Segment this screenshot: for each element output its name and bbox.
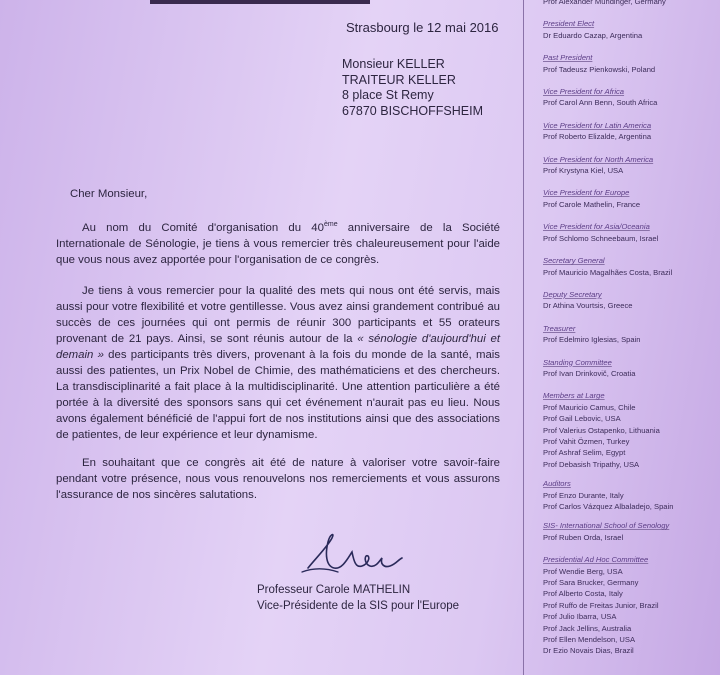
paragraph-1-start: Au nom du Comité d'organisation du 40 [82,222,324,234]
committee-member: Prof Debasish Tripathy, USA [543,459,640,469]
committee-member: Prof Enzo Durante, Italy [543,490,624,500]
recipient-line: Monsieur KELLER [342,57,445,71]
recipient-address [342,57,483,119]
committee-member: Prof Julio Ibarra, USA [543,612,617,622]
committee-member: Prof Ivan Drinkovič, Croatia [543,368,636,378]
signer-name: Professeur Carole MATHELIN [257,584,411,596]
committee-member: Dr Eduardo Cazap, Argentina [543,30,643,40]
committee-member: Prof Roberto Elizalde, Argentina [543,132,652,142]
recipient-line: 67870 BISCHOFFSHEIM [342,103,484,118]
paragraph-3: En souhaitant que ce congrès ait été de nature à valoriser votre savoir-faire pendant votre présence, nous vous renouvelons nos remerciements et vous assurons l'assurance de nos sincères salutations. [56,457,500,501]
conference-theme: « sénologie d'aujourd'hui et demain » [56,333,500,361]
committee-group [543,255,718,278]
committee-group [543,357,718,380]
committee-role: Vice President for Asia/Oceania [543,222,650,232]
committee-member: Prof Jack Jellins, Australia [543,623,632,633]
committee-role: Deputy Secretary [543,289,602,299]
committee-group [543,52,718,75]
committee-member: Prof Krystyna Kiel, USA [543,166,624,176]
committee-member: Prof Vahit Özmen, Turkey [543,436,630,446]
committee-role: Members at Large [543,391,605,401]
committee-member: Prof Carol Ann Benn, South Africa [543,98,658,108]
committee-member: Prof Ashraf Selim, Egypt [543,448,626,458]
committee-role: SIS- International School of Senology [543,521,670,531]
committee-group [543,120,718,143]
signer-role: Vice-Présidente de la SIS pour l'Europe [257,600,460,612]
committee-member: Prof Ruben Orda, Israel [543,532,624,542]
committee-role: Vice President for Latin America [543,120,652,130]
committee-member: Prof Carole Mathelin, France [543,199,641,209]
paragraph-1 [56,220,500,268]
committee-member: Prof Alexander Mundinger, Germany [543,0,666,6]
committee-member: Prof Ellen Mendelson, USA [543,635,636,645]
recipient-line: 8 place St Remy [342,88,434,102]
committee-member: Dr Athina Vourtsis, Greece [543,301,633,311]
committee-member: Prof Mauricio Camus, Chile [543,402,636,412]
ordinal-suffix: ème [323,221,338,229]
committee-member: Prof Sara Brucker, Germany [543,578,639,588]
committee-group [543,520,718,543]
committee-role: Secretary General [543,256,605,266]
committee-role: Standing Committee [543,357,612,367]
committee-group [543,0,718,7]
salutation: Cher Monsieur, [70,188,148,200]
committee-group [543,221,718,244]
committee-member: Prof Gail Lebovic, USA [543,414,621,424]
committee-role: Auditors [543,479,571,489]
committee-group [543,289,718,312]
committee-member: Prof Edelmiro Iglesias, Spain [543,335,641,345]
committee-role: Presidential Ad Hoc Committee [543,555,649,565]
committee-group [543,478,718,512]
committee-role: Vice President for North America [543,154,654,164]
committee-member: Prof Schlomo Schneebaum, Israel [543,233,659,243]
committee-group [543,18,718,41]
handwritten-signature [298,528,408,580]
committee-group [543,154,718,177]
sidebar-divider [523,0,524,675]
committee-member: Prof Ruffo de Freitas Junior, Brazil [543,600,659,610]
paragraph-2-start: Je tiens à vous remercier pour la qualité des mets qui nous ont été servis, mais aussi pour votre flexibilité et votre gentillesse. Vous avez ainsi grandement contribué au succès de ces journées qui ont permis de réunir 300 participants et 55 orateurs provenant de 21 pays. Ainsi, se sont réunis autour de la [56,285,500,345]
committee-member: Prof Wendie Berg, USA [543,566,623,576]
paragraph-2-end: des participants très divers, provenant à la fois du monde de la santé, mais aussi des patientes, un Prix Nobel de Chimie, des mathématiciens et des chercheurs. La transdisciplinarité a fait place à la multidisciplinarité. Une attention particulière a été portée à la diversité des sponsors sans qui cet événement n'aurait pas eu lieu. Nous avons également bénéficié de l'appui fort de nos institutions ainsi que des associations de patientes, de leur expérience et leur dynamisme. [56,349,500,441]
committee-group [543,187,718,210]
committee-member: Prof Valerius Ostapenko, Lithuania [543,425,660,435]
committee-member: Prof Mauricio Magalhães Costa, Brazil [543,267,673,277]
committee-member: Prof Alberto Costa, Italy [543,589,623,599]
letter-date: Strasbourg le 12 mai 2016 [346,20,499,35]
committee-group [543,323,718,346]
committee-role: Vice President for Africa [543,87,625,97]
committee-role: Vice President for Europe [543,188,630,198]
committee-list [543,0,718,665]
paragraph-2 [56,283,500,443]
paragraph-1-end: anniversaire de la Société Internationale de Sénologie, je tiens à vous remercier très chaleureusement pour l'aide que vous nous avez apportée pour l'organisation de ce congrès. [56,222,500,266]
committee-role: President Elect [543,19,595,29]
committee-group [543,86,718,109]
letterhead-bar [150,0,370,4]
committee-member: Dr Ezio Novais Dias, Brazil [543,646,634,656]
committee-member: Prof Tadeusz Pienkowski, Poland [543,64,656,74]
committee-member: Prof Carlos Vázquez Albaladejo, Spain [543,502,674,511]
signer-block [257,582,459,614]
committee-group [543,390,718,470]
committee-group [543,554,718,657]
letter-body [56,186,500,518]
recipient-line: TRAITEUR KELLER [342,72,456,87]
committee-role: Treasurer [543,323,576,333]
committee-role: Past President [543,53,593,63]
